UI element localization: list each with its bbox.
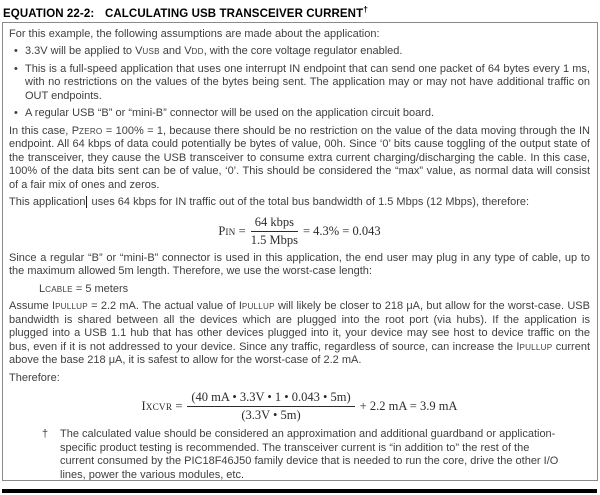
- paragraph-pzero: In this case, PZERO = 100% = 1, because there should be no restriction on the value of the data moving through the IN endpoint. All 64 kbps of data could potentially be bytes of value, 00h. Since ‘0’ bits cause toggling of the output state of the transceiver, they cause the USB transceiver to consume extra current charging/discharging the cable. In this case, 100% of the data bits sent can be of value, ‘0’. This should be considered the “max” value, as normal data will consist of a fair mix of ones and zeros.: [9, 124, 591, 191]
- equation-title: [0, 0, 600, 20]
- paragraph-cable: Since a regular “B” or “mini-B” connector is used in this application, the end user may plug in any type of cable, up to the maximum allowed 5m length. Therefore, we use the worst-case length:: [9, 251, 590, 278]
- paragraph-bandwidth: [9, 196, 590, 210]
- equation-pin-numerator: 64 kbps: [251, 215, 298, 232]
- equation-ixcvr-lhs: IXCVR =: [141, 399, 183, 414]
- equation-ixcvr-numerator: (40 mA • 3.3V • 1 • 0.043 • 5m): [187, 390, 354, 407]
- paragraph-bandwidth-pre: This application: [9, 196, 86, 209]
- assumption-bullet-voltage: • 3.3V will be applied to VUSB and VDD, with the core voltage regulator enabled.: [9, 45, 590, 59]
- equation-ixcvr-rhs: + 2.2 mA = 3.9 mA: [359, 399, 458, 414]
- equation-ixcvr-denominator: (3.3V • 5m): [241, 408, 301, 423]
- paragraph-bandwidth-post: uses 64 kbps for IN traffic out of the total bus bandwidth of 1.5 Mbps (12 Mbps), therefore:: [88, 196, 530, 209]
- assumption-bullet-connector: • A regular USB “B” or “mini-B” connector will be used on the application circuit board.: [9, 107, 590, 121]
- equation-pin-fraction: [251, 215, 298, 248]
- lcable-line: LCABLE = 5 meters: [39, 282, 129, 295]
- equation-pin-rhs: = 4.3% = 0.043: [302, 223, 381, 238]
- page-bottom-rule: [2, 489, 597, 493]
- equation-heading-text: CALCULATING USB TRANSCEIVER CURRENT: [105, 7, 364, 20]
- footnote: [9, 428, 590, 481]
- assumption-bullet-endpoint: • This is a full-speed application that uses one interrupt IN endpoint that can send one packet of 64 bytes every 1 ms, with no restrictions on the values of the bytes being sent. The application may or may not have additional traffic on OUT endpoints.: [9, 63, 590, 104]
- therefore-line: Therefore:: [9, 371, 60, 384]
- equation-heading: [105, 4, 368, 20]
- equation-ixcvr: [9, 390, 590, 423]
- footnote-text: The calculated value should be considered an approximation and additional guardband or application-specific product testing is recommended. The transceiver current is “in addition to” the rest of the current consumed by the PIC18F46J50 family device that is needed to run the core, drive the other I/O lines, power the various modules, etc.: [60, 428, 559, 481]
- equation-ixcvr-fraction: [187, 390, 354, 423]
- equation-content-box: [2, 22, 598, 481]
- title-dagger: †: [363, 4, 369, 14]
- footnote-dagger: †: [42, 428, 49, 441]
- equation-pin-lhs: PIN =: [218, 223, 246, 238]
- equation-pin: [9, 215, 590, 248]
- intro-paragraph: For this example, the following assumptions are made about the application:: [9, 27, 380, 40]
- equation-pin-denominator: 1.5 Mbps: [250, 232, 298, 247]
- equation-number-label: EQUATION 22-2:: [3, 7, 95, 20]
- paragraph-ipullup: Assume IPULLUP = 2.2 mA. The actual value of IPULLUP will likely be closer to 218 μA, but allow for the worst-case. USB bandwidth is shared between all the devices which are plugged into the root port (via hubs). If the application is plugged into a USB 1.1 hub that has other devices plugged into it, your device may see host to device traffic on the bus, even if it is not addressed to your device. Since any traffic, regardless of source, can increase the IPULLUP current above the base 218 μA, it is safest to allow for the worst-case of 2.2 mA.: [9, 300, 590, 367]
